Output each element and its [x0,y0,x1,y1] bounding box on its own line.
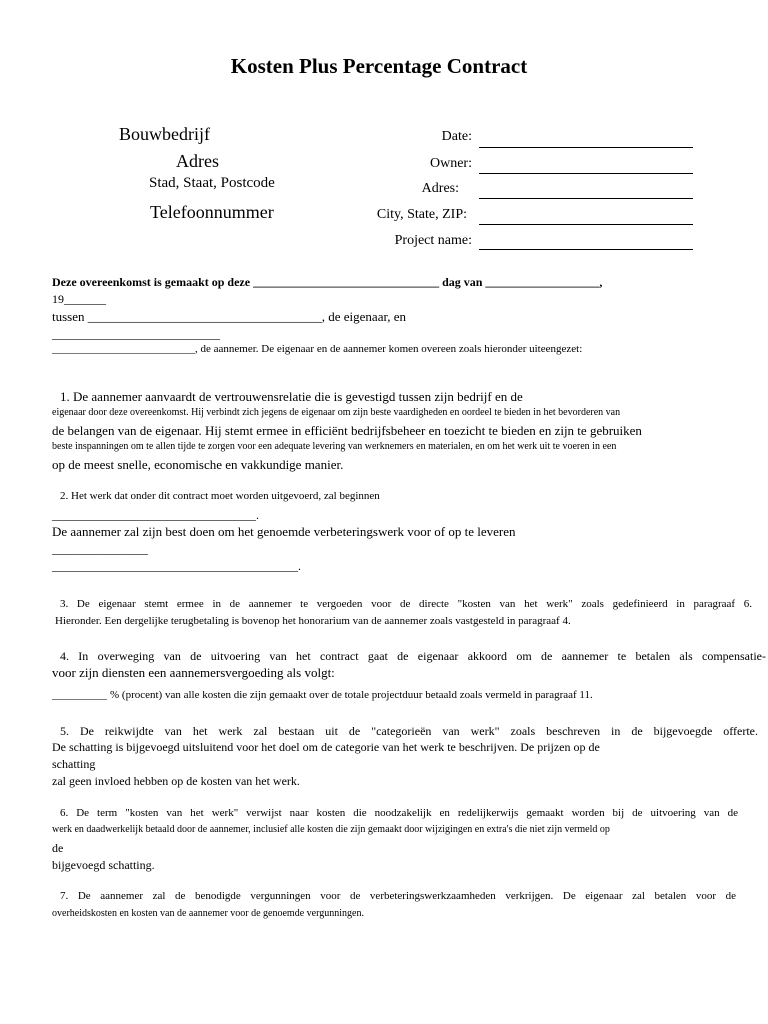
address-field[interactable] [479,198,693,199]
fee-percent-text: % (procent) van alle kosten die zijn gemaakt over de totale projectduur betaald zoals vermeld in paragraaf 11. [110,689,593,701]
company-address: Adres [176,151,219,171]
address-label: Adres: [421,181,459,196]
date-label: Date: [441,129,472,144]
clause-6-line-4: bijgevoegd schatting. [52,858,155,872]
company-name: Bouwbedrijf [119,124,210,144]
owner-field[interactable] [479,173,693,174]
company-city-state-zip: Stad, Staat, Postcode [149,175,275,191]
clause-7-line-2: overheidskosten en kosten van de aannemer voor de genoemde vergunningen. [52,908,364,919]
clause-5-line-4: zal geen invloed hebben op de kosten van het werk. [52,774,300,788]
clause-6-line-3: de [52,841,64,855]
clause-4-line-1: 4. In overweging van de uitvoering van het contract gaat de eigenaar akkoord om de aannemer te betalen als compensatie- [60,649,766,663]
project-name-label: Project name: [394,233,472,248]
owner-label: Owner: [430,156,472,171]
clause-3-line-2: Hieronder. Een dergelijke terugbetaling is bovenop het honorarium van de aannemer zoals vastgesteld in paragraaf 4. [55,615,571,627]
clause-2-line-3: De aannemer zal zijn best doen om het genoemde verbeteringswerk voor of op te leveren [52,524,516,539]
clause-7-line-1: 7. De aannemer zal de benodigde vergunningen voor de verbeteringswerkzaamheden verkrijgen. De eigenaar zal betalen voor de [60,890,736,902]
clause-2-line-4: ________________ [52,542,148,556]
contractor-blank: __________________________ [52,343,195,355]
clause-6-line-2: werk en daadwerkelijk betaald door de aannemer, inclusief alle kosten die zijn gemaakt door wijzigingen en extra's die niet zijn vermeld op [52,824,610,835]
clause-1-line-3: de belangen van de eigenaar. Hij stemt ermee in efficiënt bedrijfsbeheer en toezicht te bieden en zijn te gebruiken [52,423,642,438]
clause-4-line-2: voor zijn diensten een aannemersvergoeding als volgt: [52,665,335,680]
contractor-text: , de aannemer. De eigenaar en de aannemer komen overeen zoals hieronder uiteengezet: [195,343,583,355]
clause-2-line-2: __________________________________. [52,508,259,522]
clause-2-line-5: _________________________________________. [52,559,301,573]
document-title: Kosten Plus Percentage Contract [230,54,528,78]
clause-4-line-3 [52,690,593,701]
fee-percent-blank: __________ [52,689,107,701]
company-phone: Telefoonnummer [150,202,274,222]
clause-2-line-1: 2. Het werk dat onder dit contract moet worden uitgevoerd, zal beginnen [60,490,380,502]
clause-5-line-3: schatting [52,757,96,771]
clause-1-line-5: op de meest snelle, economische en vakkundige manier. [52,457,344,472]
clause-3-line-1: 3. De eigenaar stemt ermee in de aannemer te vergoeden voor de directe "kosten van het werk" zoals gedefinieerd in paragraaf 6. [60,598,752,610]
clause-6-line-1: 6. De term "kosten van het werk" verwijst naar kosten die noodzakelijk en redelijkerwijs gemaakt worden bij de uitvoering van de [60,807,738,819]
clause-5-line-2: De schatting is bijgevoegd uitsluitend voor het doel om de categorie van het werk te beschrijven. De prijzen op de [52,740,600,754]
city-state-zip-field[interactable] [479,224,693,225]
agreement-line-1: Deze overeenkomst is gemaakt op deze _______________________________ dag van ___________________, [52,275,603,289]
agreement-blank-line: ____________________________ [52,327,220,341]
agreement-year: 19_______ [52,292,106,306]
clause-5-line-1: 5. De reikwijdte van het werk zal bestaan uit de "categorieën van werk" zoals beschreven in de bijgevoegde offerte. [60,724,758,738]
date-field[interactable] [479,147,693,148]
clause-1-line-4: beste inspanningen om te allen tijde te zorgen voor een adequate levering van werknemers en materialen, en om het werk uit te voeren in een [52,441,617,452]
project-name-field[interactable] [479,249,693,250]
clause-1-line-2: eigenaar door deze overeenkomst. Hij verbindt zich jegens de eigenaar om zijn beste vaardigheden en oordeel te bieden in het bevorderen van [52,407,621,418]
agreement-between: tussen ____________________________________, de eigenaar, en [52,309,407,324]
agreement-contractor-line [52,344,582,355]
clause-1-line-1: 1. De aannemer aanvaardt de vertrouwensrelatie die is gevestigd tussen zijn bedrijf en de [60,389,523,404]
city-state-zip-label: City, State, ZIP: [376,207,467,222]
